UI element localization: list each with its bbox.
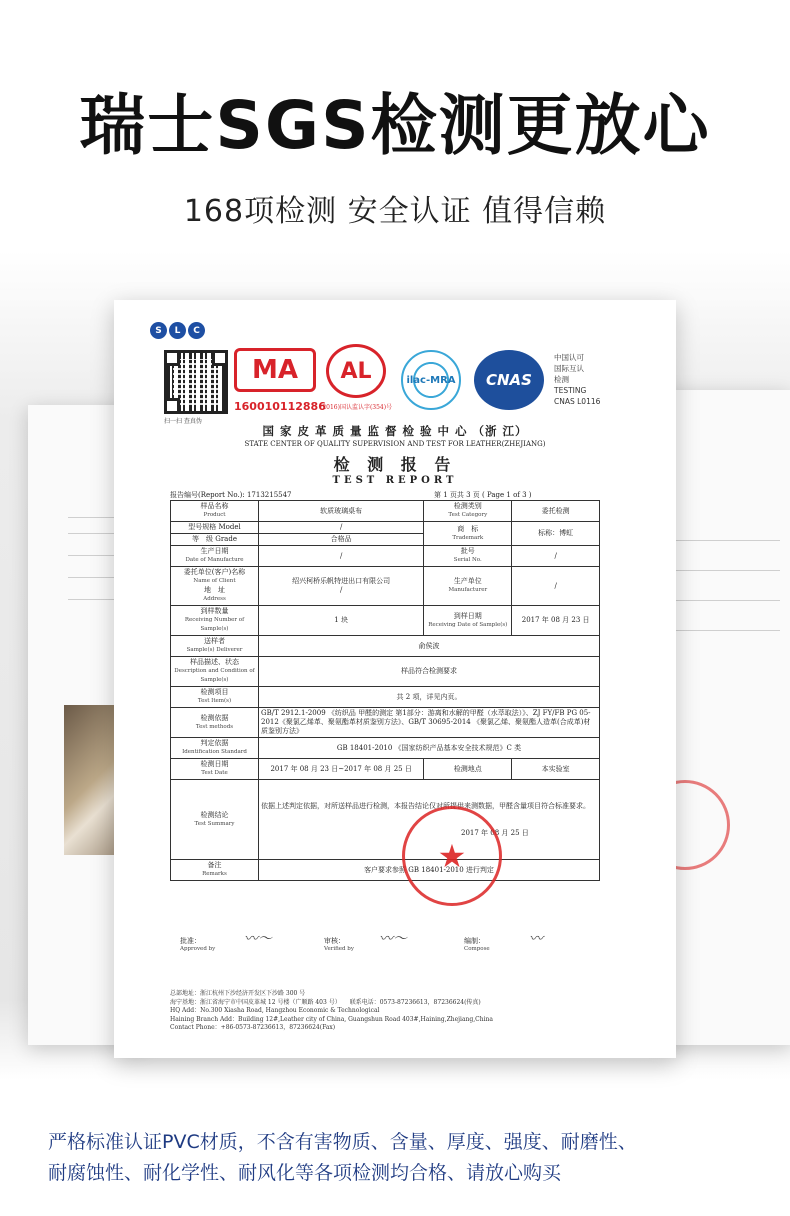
approved-label: 批准： Approved by (180, 937, 216, 952)
table-row: 送样者 Sample(s) Deliverer 俞侯波 (171, 636, 600, 657)
cnas-logo: CNAS (474, 350, 544, 410)
table-row: 等 级 Grade 合格品 (171, 534, 600, 546)
table-row: 检测结论 Test Summary 依据上述判定依据，对所送样品进行检测，本报告结论仅对所提供来测数据，甲醛含量项目符合标准要求。 2017 年 08 月 25 日 (171, 780, 600, 860)
report-number: 报告编号(Report No.): 1713215547 (170, 491, 292, 499)
table-row: 生产日期 Date of Manufacture / 批号 Serial No. / (171, 546, 600, 567)
cnas-line: 检测 (554, 375, 569, 384)
cnas-line: 国际互认 (554, 364, 584, 373)
footer-line: Contact Phone：+86-0573-87236613，87236624(Fax) (170, 1024, 336, 1031)
footer-line: 海宁基地：浙江省海宁市中国皮革城 12 号楼（广顺路 403 号） 联系电话：0573-87236613，87236624(传真) (170, 998, 481, 1006)
approved-signature: 〰〜 (244, 931, 272, 947)
description-line: 耐腐蚀性、耐化学性、耐风化等各项检测均合格、请放心购买 (48, 1162, 562, 1184)
slc-letter-l: L (169, 322, 186, 339)
cma-logo: MA (234, 348, 316, 392)
center-name-en: STATE CENTER OF QUALITY SUPERVISION AND TEST FOR LEATHER(ZHEJIANG) (244, 440, 546, 448)
ilac-mra-logo: ilac-MRA (401, 350, 461, 410)
footer-line: HQ Add：No.300 Xiasha Road, Hangzhou Economic & Technological (170, 1007, 380, 1014)
test-report-sheet (114, 300, 676, 1058)
slc-letter-c: C (188, 322, 205, 339)
verified-signature: 〰〜 (379, 931, 407, 947)
verified-label: 审核： Verified by (324, 937, 354, 952)
compose-signature: 〰 (529, 931, 543, 947)
slc-logo (150, 322, 205, 339)
compose-label: 编制： Compose (464, 937, 490, 952)
product-value: 软质玻璃桌布 (259, 501, 424, 522)
cnas-line: 中国认可 (554, 353, 584, 362)
subline: 168项检测 安全认证 值得信赖 (183, 194, 607, 229)
cnas-line: CNAS L0116 (554, 397, 601, 406)
footer-line: Haining Branch Add：Building 12#,Leather city of China, Guangshun Road 403#,Haining,Zhejiang,China (170, 1015, 493, 1023)
table-row: 检测项目 Test Item(s) 共 2 项，详见内页。 (171, 687, 600, 708)
report-table (170, 500, 600, 881)
category-value: 委托检测 (512, 501, 600, 522)
cert-authority: (2016)国认监认字(354)号 (320, 404, 393, 411)
table-row: 型号规格 Model / 商 标 Trademark 标称：博虹 (171, 522, 600, 534)
table-row: 备注 Remarks 客户要求参照 GB 18401-2010 进行判定 (171, 860, 600, 881)
headline: 瑞士SGS检测更放心 (79, 87, 711, 164)
table-row: 判定依据 Identification Standard GB 18401-2010 《国家纺织产品基本安全技术规范》C 类 (171, 738, 600, 759)
cert-number: 160010112886 (234, 400, 326, 413)
qr-code-icon (164, 350, 228, 414)
table-row: 到样数量 Receiving Number of Sample(s) 1 块 到样日期 Receiving Date of Sample(s) 2017 年 08 月 23 日 (171, 606, 600, 636)
table-row: 检测日期 Test Date 2017 年 08 月 23 日~2017 年 08 月 25 日 检测地点 本实验室 (171, 759, 600, 780)
table-row: 样品描述、状态 Description and Condition of Sample(s) 样品符合检测要求 (171, 657, 600, 687)
report-footer (170, 990, 493, 1033)
description-line: 严格标准认证PVC材质，不含有害物质、含量、厚度、强度、耐磨性、 (48, 1131, 637, 1153)
center-name-cn: 国 家 皮 革 质 量 监 督 检 验 中 心 （浙 江） (262, 424, 528, 438)
page-info: 第 1 页共 3 页 ( Page 1 of 3 ) (434, 491, 532, 499)
cal-logo: AL (326, 344, 386, 398)
description-text (48, 1127, 788, 1189)
back-sheet-right (660, 390, 790, 1045)
cnas-line: TESTING (554, 386, 587, 395)
report-title-cn: 检 测 报 告 (333, 455, 457, 474)
star-icon: ★ (437, 837, 467, 875)
table-row: 检测依据 Test methods GB/T 2912.1-2009 《纺织品 甲醛的测定 第1部分：游离和水解的甲醛（水萃取法）》、ZJ FY/FB PG 05-2012《聚氯乙烯革、聚氨酯革材质鉴别方法》、GB/T 30695-2014 《聚氯乙烯、聚氨酯人造革(合成革)材质鉴别方法》 (171, 708, 600, 738)
table-row: 样品名称 Product 软质玻璃桌布 检测类别 Test Category 委托检测 (171, 501, 600, 522)
table-row: 委托单位(客户)名称 Name of Client 地 址 Address 绍兴柯桥乐帆特进出口有限公司 / 生产单位 Manufacturer / (171, 567, 600, 606)
report-title-en: TEST REPORT (332, 475, 458, 486)
official-seal (402, 806, 502, 906)
cnas-text (554, 352, 600, 407)
slc-letter-s: S (150, 322, 167, 339)
qr-caption: 扫一扫 查真伪 (164, 418, 202, 425)
footer-line: 总部地址：浙江杭州下沙经济开发区下沙路 300 号 (170, 990, 306, 997)
